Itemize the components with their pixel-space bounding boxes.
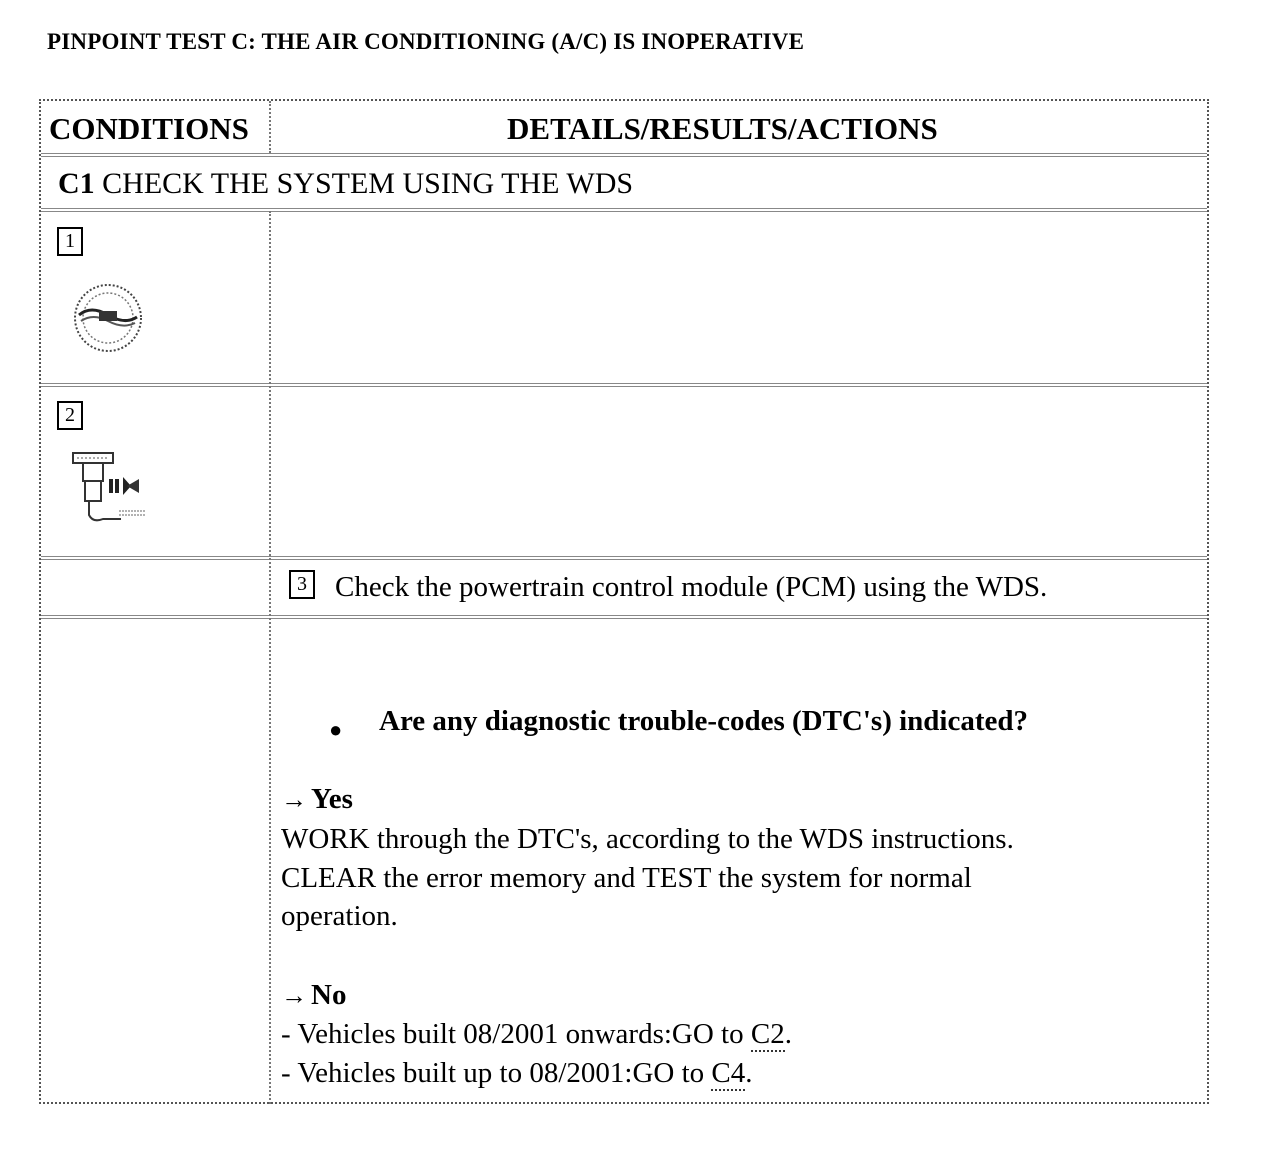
no-line-1 <box>281 1018 792 1051</box>
test-step-row <box>58 167 633 201</box>
no-label: No <box>311 979 347 1011</box>
no-branch <box>281 979 346 1012</box>
row-divider <box>41 153 1207 157</box>
row-divider <box>41 208 1207 212</box>
goto-c4-link[interactable]: C4 <box>711 1057 746 1089</box>
test-step-id: C1 <box>58 167 95 200</box>
page-title: PINPOINT TEST C: THE AIR CONDITIONING (A/C) IS INOPERATIVE <box>47 29 805 54</box>
yes-label: Yes <box>311 783 353 815</box>
test-step-label: CHECK THE SYSTEM USING THE WDS <box>102 167 634 200</box>
row-divider <box>41 556 1207 560</box>
no-line-2 <box>281 1057 753 1090</box>
no-line-2-suffix: . <box>745 1057 753 1089</box>
no-line-1-text: - Vehicles built 08/2001 onwards:GO to <box>281 1018 751 1050</box>
pinpoint-test-table <box>39 99 1209 1104</box>
yes-line-1: WORK through the DTC's, according to the WDS instructions. <box>281 823 1014 855</box>
step-number-box: 1 <box>57 227 83 256</box>
column-divider <box>269 101 271 153</box>
step-3-text: Check the powertrain control module (PCM) using the WDS. <box>335 571 1048 603</box>
diagnostic-tool-icon <box>69 449 151 532</box>
question-text: Are any diagnostic trouble-codes (DTC's) indicated? <box>379 705 1029 737</box>
ignition-off-icon <box>71 281 145 360</box>
arrow-right-icon: → <box>281 785 307 814</box>
arrow-right-icon: → <box>281 981 307 1010</box>
step-number-box: 2 <box>57 401 83 430</box>
header-details: DETAILS/RESULTS/ACTIONS <box>507 111 938 146</box>
step-number-box: 3 <box>289 570 315 599</box>
header-conditions: CONDITIONS <box>49 111 249 146</box>
yes-line-2: CLEAR the error memory and TEST the system for normal <box>281 862 972 894</box>
yes-branch <box>281 783 353 816</box>
bullet-icon: ● <box>329 717 343 742</box>
row-divider <box>41 615 1207 619</box>
yes-line-3: operation. <box>281 900 398 932</box>
no-line-2-text: - Vehicles built up to 08/2001:GO to <box>281 1057 712 1089</box>
column-divider <box>269 211 271 1104</box>
row-divider <box>41 383 1207 387</box>
goto-c2-link[interactable]: C2 <box>750 1018 785 1050</box>
no-line-1-suffix: . <box>784 1018 792 1050</box>
